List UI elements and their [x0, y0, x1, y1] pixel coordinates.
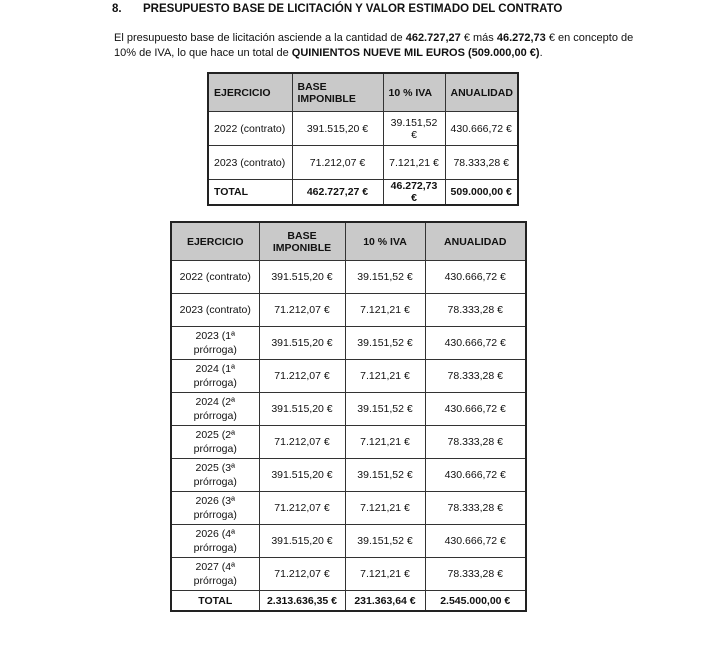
- cell-total-label: TOTAL: [171, 591, 259, 612]
- cell-ejercicio: 2027 (4ª prórroga): [171, 558, 259, 591]
- cell-ejercicio: 2023 (contrato): [171, 294, 259, 327]
- cell-base: 391.515,20 €: [259, 327, 345, 360]
- cell-ejercicio: 2022 (contrato): [171, 261, 259, 294]
- cell-anualidad: 78.333,28 €: [445, 146, 518, 180]
- cell-base: 71.212,07 €: [259, 558, 345, 591]
- table-row: [171, 492, 526, 525]
- table-header-row: [208, 73, 518, 112]
- cell-anualidad: 430.666,72 €: [425, 327, 526, 360]
- cell-base: 71.212,07 €: [259, 492, 345, 525]
- cell-base: 71.212,07 €: [259, 294, 345, 327]
- table-row: [171, 327, 526, 360]
- cell-iva: 7.121,21 €: [383, 146, 445, 180]
- cell-ejercicio: 2024 (1ª prórroga): [171, 360, 259, 393]
- cell-iva: 7.121,21 €: [345, 426, 425, 459]
- cell-iva: 7.121,21 €: [345, 558, 425, 591]
- cell-iva: 39.151,52 €: [345, 459, 425, 492]
- cell-base: 71.212,07 €: [292, 146, 383, 180]
- cell-base: 391.515,20 €: [259, 261, 345, 294]
- table-row: [171, 558, 526, 591]
- cell-iva: 39.151,52 €: [345, 327, 425, 360]
- cell-ejercicio: 2025 (2ª prórroga): [171, 426, 259, 459]
- cell-base: 71.212,07 €: [259, 426, 345, 459]
- cell-ejercicio: 2022 (contrato): [208, 112, 292, 146]
- cell-iva: 7.121,21 €: [345, 294, 425, 327]
- cell-anualidad: 78.333,28 €: [425, 360, 526, 393]
- cell-base: 391.515,20 €: [259, 525, 345, 558]
- header-base-imponible: BASE IMPONIBLE: [259, 222, 345, 261]
- section-title: PRESUPUESTO BASE DE LICITACIÓN Y VALOR ESTIMADO DEL CONTRATO: [143, 3, 563, 15]
- cell-anualidad: 430.666,72 €: [445, 112, 518, 146]
- table-row: [171, 459, 526, 492]
- cell-anualidad: 78.333,28 €: [425, 426, 526, 459]
- cell-total-base: 462.727,27 €: [292, 180, 383, 206]
- paragraph-text-1: El presupuesto base de licitación asciende a la cantidad de: [114, 32, 406, 44]
- table-total-row: [171, 591, 526, 612]
- cell-anualidad: 430.666,72 €: [425, 261, 526, 294]
- table-row: [171, 393, 526, 426]
- table-header-row: [171, 222, 526, 261]
- cell-base: 391.515,20 €: [259, 459, 345, 492]
- section-heading: [112, 3, 562, 15]
- total-amount-words: QUINIENTOS NUEVE MIL EUROS (509.000,00 €): [291, 47, 540, 59]
- cell-ejercicio: 2026 (3ª prórroga): [171, 492, 259, 525]
- iva-amount: 46.272,73: [496, 32, 546, 44]
- paragraph-text-3: € en concepto de 10% de IVA, lo que hace un total de: [114, 32, 634, 59]
- table-row: [171, 261, 526, 294]
- table-total-row: [208, 180, 518, 206]
- cell-ejercicio: 2025 (3ª prórroga): [171, 459, 259, 492]
- header-ejercicio: EJERCICIO: [208, 73, 292, 112]
- table-row: [171, 525, 526, 558]
- header-iva: 10 % IVA: [345, 222, 425, 261]
- cell-iva: 39.151,52 €: [345, 525, 425, 558]
- budget-table-extensions: [170, 221, 527, 612]
- budget-paragraph: [114, 31, 654, 61]
- cell-total-iva: 231.363,64 €: [345, 591, 425, 612]
- cell-ejercicio: 2023 (contrato): [208, 146, 292, 180]
- cell-anualidad: 78.333,28 €: [425, 558, 526, 591]
- cell-ejercicio: 2024 (2ª prórroga): [171, 393, 259, 426]
- paragraph-text-4: .: [539, 47, 543, 59]
- cell-anualidad: 78.333,28 €: [425, 492, 526, 525]
- table-row: [171, 426, 526, 459]
- cell-total-anualidad: 2.545.000,00 €: [425, 591, 526, 612]
- header-ejercicio: EJERCICIO: [171, 222, 259, 261]
- cell-total-label: TOTAL: [208, 180, 292, 206]
- paragraph-text-2: € más: [460, 32, 497, 44]
- header-base-imponible: BASE IMPONIBLE: [292, 73, 383, 112]
- cell-iva: 7.121,21 €: [345, 492, 425, 525]
- cell-anualidad: 430.666,72 €: [425, 459, 526, 492]
- cell-base: 391.515,20 €: [259, 393, 345, 426]
- header-iva: 10 % IVA: [383, 73, 445, 112]
- cell-anualidad: 430.666,72 €: [425, 525, 526, 558]
- cell-anualidad: 78.333,28 €: [425, 294, 526, 327]
- cell-iva: 39.151,52 €: [383, 112, 445, 146]
- header-anualidad: ANUALIDAD: [425, 222, 526, 261]
- budget-table-contract: [207, 72, 519, 206]
- cell-base: 71.212,07 €: [259, 360, 345, 393]
- cell-ejercicio: 2026 (4ª prórroga): [171, 525, 259, 558]
- table-row: [171, 360, 526, 393]
- header-anualidad: ANUALIDAD: [445, 73, 518, 112]
- cell-ejercicio: 2023 (1ª prórroga): [171, 327, 259, 360]
- cell-total-iva: 46.272,73 €: [383, 180, 445, 206]
- cell-iva: 39.151,52 €: [345, 261, 425, 294]
- cell-iva: 7.121,21 €: [345, 360, 425, 393]
- base-amount: 462.727,27: [405, 32, 461, 44]
- cell-total-anualidad: 509.000,00 €: [445, 180, 518, 206]
- cell-total-base: 2.313.636,35 €: [259, 591, 345, 612]
- section-number: 8.: [112, 3, 122, 15]
- table-row: [208, 112, 518, 146]
- cell-anualidad: 430.666,72 €: [425, 393, 526, 426]
- cell-iva: 39.151,52 €: [345, 393, 425, 426]
- table-row: [208, 146, 518, 180]
- table-row: [171, 294, 526, 327]
- cell-base: 391.515,20 €: [292, 112, 383, 146]
